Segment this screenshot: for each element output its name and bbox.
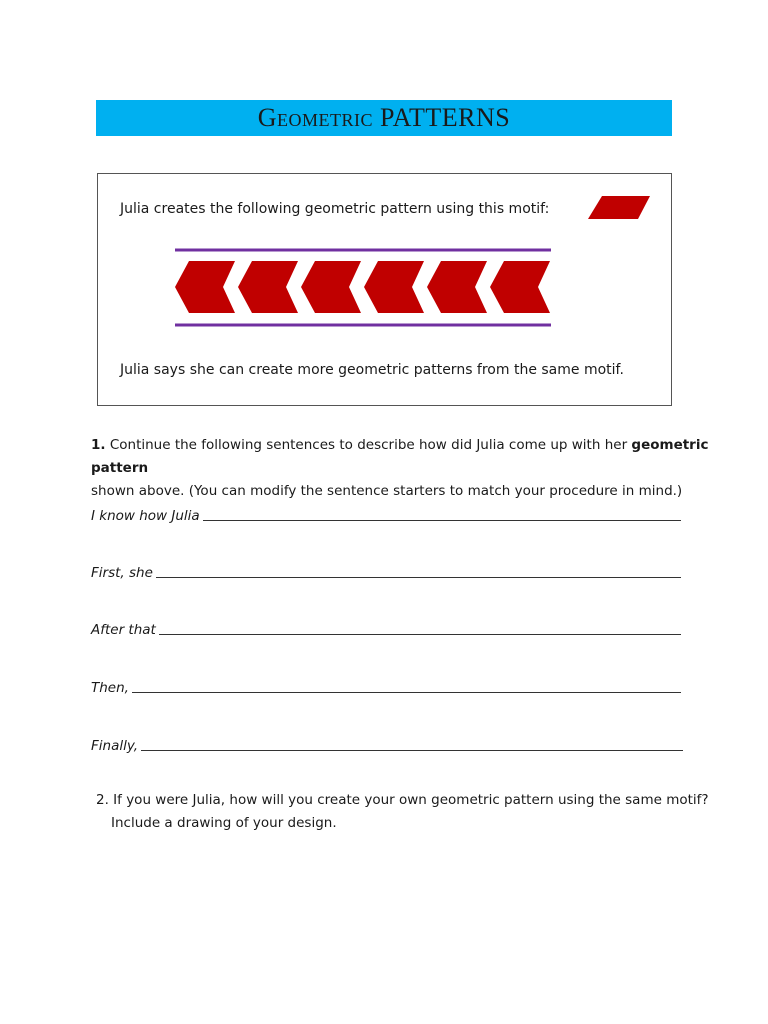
question-1-text-b: shown above. (You can modify the sentence starters to match your procedure in mind.) bbox=[91, 483, 683, 499]
chevron bbox=[301, 261, 361, 313]
question-1 bbox=[91, 434, 711, 503]
intro-text: Julia creates the following geometric pattern using this motif: bbox=[120, 201, 550, 217]
page-title: Geometric PATTERNS bbox=[257, 103, 511, 132]
chevron bbox=[427, 261, 487, 313]
starter-label: I know how Julia bbox=[91, 508, 200, 524]
starter-label: Then, bbox=[91, 680, 129, 696]
chevron bbox=[238, 261, 298, 313]
chevron bbox=[364, 261, 424, 313]
closing-text: Julia says she can create more geometric patterns from the same motif. bbox=[120, 362, 624, 378]
answer-rule[interactable] bbox=[156, 576, 681, 578]
answer-rule[interactable] bbox=[159, 633, 681, 635]
answer-rule[interactable] bbox=[141, 749, 683, 751]
answer-line-1[interactable] bbox=[91, 508, 681, 524]
chevron bbox=[490, 261, 550, 313]
title-banner bbox=[96, 100, 672, 136]
chevron bbox=[175, 261, 235, 313]
answer-line-4[interactable] bbox=[91, 680, 681, 696]
starter-label: First, she bbox=[91, 565, 153, 581]
starter-label: Finally, bbox=[91, 738, 139, 754]
question-2 bbox=[96, 789, 716, 835]
chevron-pattern bbox=[173, 247, 553, 327]
chevron-group bbox=[175, 261, 550, 313]
answer-line-2[interactable] bbox=[91, 565, 681, 581]
question-2-line-2: Include a drawing of your design. bbox=[111, 815, 337, 831]
answer-rule[interactable] bbox=[132, 691, 681, 693]
answer-line-5[interactable] bbox=[91, 738, 683, 754]
motif-parallelogram-icon bbox=[588, 195, 652, 221]
question-1-keyword: geometric pattern bbox=[91, 437, 709, 476]
question-1-text-a: Continue the following sentences to describe how did Julia come up with her bbox=[105, 437, 632, 453]
pattern-box bbox=[97, 173, 672, 406]
answer-line-3[interactable] bbox=[91, 622, 681, 638]
answer-rule[interactable] bbox=[203, 519, 681, 521]
question-2-line-1: 2. If you were Julia, how will you create your own geometric pattern using the same motif? bbox=[96, 792, 709, 808]
question-1-number: 1. bbox=[91, 437, 106, 453]
starter-label: After that bbox=[91, 622, 156, 638]
